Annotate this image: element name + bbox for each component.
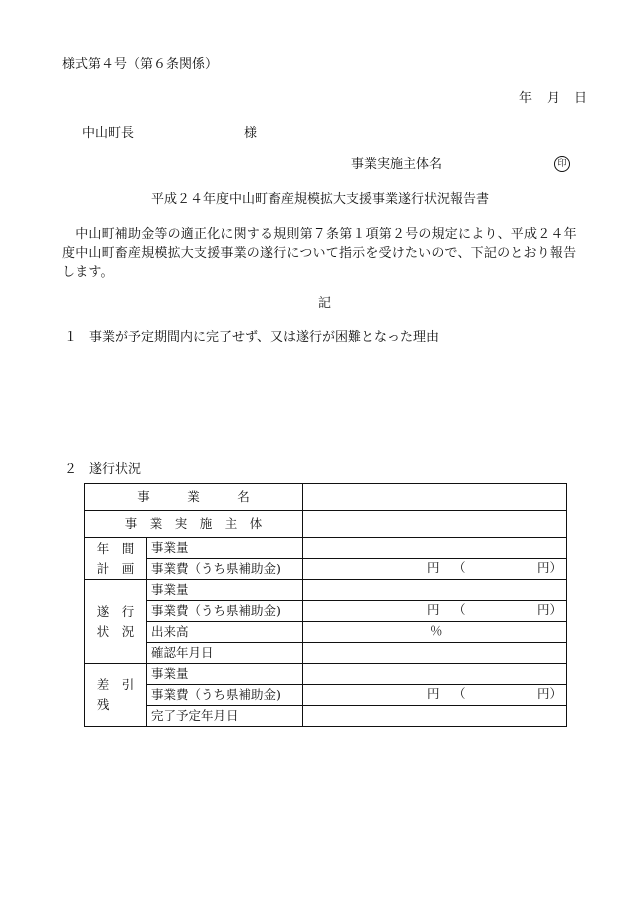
balance-group (85, 664, 147, 727)
item1-text: 事業が予定期間内に完了せず、又は遂行が困難となった理由 (89, 330, 439, 345)
table-row (85, 559, 567, 580)
progress-cost-value[interactable] (303, 601, 567, 622)
progress-status-table (84, 483, 567, 727)
yen-label: 円 (427, 686, 440, 701)
yen-close: 円） (537, 602, 563, 617)
progress-output-label: 出来高 (147, 622, 303, 643)
business-name-label: 事 業 名 (85, 484, 303, 511)
ki-heading: 記 (318, 296, 332, 311)
item1-number: １ (64, 330, 78, 345)
item2-number: ２ (64, 462, 78, 477)
annual-plan-cost-value[interactable] (303, 559, 567, 580)
form-number-label: 様式第４号（第６条関係） (62, 57, 219, 72)
table-row (85, 601, 567, 622)
implementer-name-label: 事業実施主体名 (351, 157, 443, 172)
progress-group (85, 580, 147, 664)
balance-volume-label: 事業量 (147, 664, 303, 685)
progress-label-line2: 状 況 (96, 623, 135, 639)
date-month-label: 月 (547, 91, 561, 106)
progress-confirm-date-label: 確認年月日 (147, 643, 303, 664)
table-row (85, 622, 567, 643)
table-row (85, 580, 567, 601)
paren-open: （ (453, 602, 466, 617)
progress-label-line1: 遂 行 (96, 603, 135, 619)
yen-label: 円 (427, 560, 440, 575)
business-name-value[interactable] (303, 484, 567, 511)
item2-text: 遂行状況 (89, 462, 142, 477)
balance-volume-value[interactable] (303, 664, 567, 685)
balance-label-line2: 残 (97, 697, 110, 712)
yen-close: 円） (537, 560, 563, 575)
document-title: 平成２４年度中山町畜産規模拡大支援事業遂行状況報告書 (151, 192, 490, 207)
honorific: 様 (244, 126, 258, 141)
percent-label: ％ (430, 623, 443, 638)
seal-mark: 印 (554, 156, 570, 172)
table-row (85, 685, 567, 706)
report-body-text: 中山町補助金等の適正化に関する規則第７条第１項第２号の規定により、平成２４年度中山町畜産規模拡大支援事業の遂行について指示を受けたいので、下記のとおり報告します。 (62, 227, 577, 280)
balance-cost-value[interactable] (303, 685, 567, 706)
progress-cost-label: 事業費（うち県補助金) (147, 601, 303, 622)
progress-output-value[interactable] (303, 622, 567, 643)
balance-cost-label: 事業費（うち県補助金) (147, 685, 303, 706)
progress-volume-label: 事業量 (147, 580, 303, 601)
table-row (85, 664, 567, 685)
date-day-label: 日 (574, 91, 588, 106)
paren-open: （ (453, 560, 466, 575)
progress-volume-value[interactable] (303, 580, 567, 601)
progress-confirm-date-value[interactable] (303, 643, 567, 664)
balance-label-line1: 差 引 (96, 677, 135, 692)
table-row-implementer (85, 511, 567, 538)
annual-plan-volume-value[interactable] (303, 538, 567, 559)
date-year-label: 年 (519, 91, 533, 106)
implementer-value[interactable] (303, 511, 567, 538)
yen-close: 円） (537, 686, 563, 701)
annual-plan-cost-label: 事業費（うち県補助金) (147, 559, 303, 580)
balance-completion-date-label: 完了予定年月日 (147, 706, 303, 727)
implementer-label: 事 業 実 施 主 体 (85, 511, 303, 538)
annual-plan-group (85, 538, 147, 580)
addressee: 中山町長 (82, 126, 135, 141)
paren-open: （ (453, 686, 466, 701)
annual-plan-volume-label: 事業量 (147, 538, 303, 559)
table-row (85, 706, 567, 727)
balance-completion-date-value[interactable] (303, 706, 567, 727)
table-row-business-name (85, 484, 567, 511)
table-row (85, 643, 567, 664)
table-row (85, 538, 567, 559)
annual-plan-label-line1: 年 間 (96, 540, 135, 556)
annual-plan-label-line2: 計 画 (96, 560, 135, 576)
yen-label: 円 (427, 602, 440, 617)
